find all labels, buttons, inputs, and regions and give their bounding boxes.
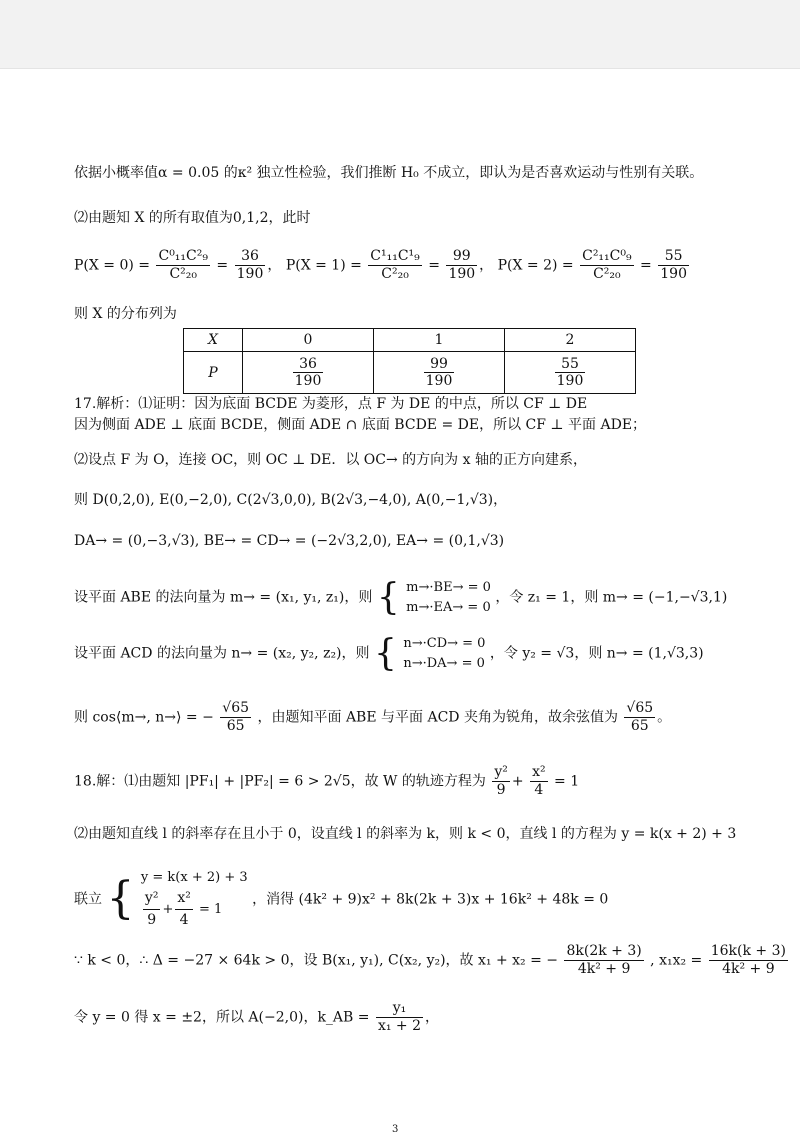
vieta-line: ∵ k < 0，∴ Δ = −27 × 64k > 0，设 B(x₁, y₁), C(x₂, y₂)，故 x₁ + x₂ = − $\frac{8k(2k + 3)}{\text{4k² + 9}}$ , x₁x₂ = $\frac{16k(k + 3)}{\text{4k² + 9}}$ <box>74 943 786 977</box>
table-row <box>184 329 636 352</box>
text-line: 则 X 的分布列为 <box>74 306 177 322</box>
text-line: DA→ = (0,−3,√3), BE→ = CD→ = (−2√3,2,0), EA→ = (0,1,√3) <box>74 533 505 549</box>
table-cell: $\frac{36}{190}$ <box>243 352 374 394</box>
fraction: $\frac{\text{C²₁₁C⁰₉}}{\text{C²₂₀}}$ <box>582 248 632 282</box>
page-number: 3 <box>392 1124 399 1135</box>
text-line: 因为侧面 ADE ⊥ 底面 BCDE，侧面 ADE ∩ 底面 BCDE = DE，所以 CF ⊥ 平面 ADE； <box>74 417 647 433</box>
distribution-table <box>183 328 636 394</box>
fraction: $\frac{99}{190}$ <box>448 248 476 282</box>
normal-vector-abe: 设平面 ABE 的法向量为 m→ = (x₁, y₁, z₁)，则 { m→·BE→ = 0 m→·EA→ = 0 ，令 z₁ = 1，则 m→ = (−1,−√3,1) <box>74 576 728 618</box>
text-line: ⑵设点 F 为 O，连接 OC，则 OC ⊥ DE．以 OC→ 的方向为 x 轴的正方向建系， <box>74 452 587 468</box>
simultaneous-equations: 联立 { y = k(x + 2) + 3 $\frac{\text{y²}}{9}$ + $\frac{\text{x²}}{4}$ = 1 ，消得 (4k² + 9)x² + 8k(2k + 3)x + 16k² + 48k = 0 <box>74 870 609 928</box>
probability-equations: P(X = 0) = $\frac{\text{C⁰₁₁C²₉}}{\text{C²₂₀}}$ = $\frac{36}{190}$ ， P(X = 1) = $\frac{\text{C¹₁₁C¹₉}}{\text{C²₂₀}}$ = $\frac{99}{190}$ ， P(X = 2) = $\frac{\text{C²₁₁C⁰₉}}{\text{C²₂₀}}$ = $\frac{55}{190}$ <box>74 248 687 282</box>
table-header-cell: X <box>184 329 243 352</box>
text-line: 则 D(0,2,0), E(0,−2,0), C(2√3,0,0), B(2√3,−4,0), A(0,−1,√3)， <box>74 492 508 508</box>
table-row <box>184 352 636 394</box>
table-header-cell: 2 <box>505 329 636 352</box>
table-header-cell: 1 <box>374 329 505 352</box>
text-line: 17.解析：⑴证明：因为底面 BCDE 为菱形，点 F 为 DE 的中点，所以 CF ⊥ DE <box>74 396 588 412</box>
fraction: $\frac{55}{190}$ <box>660 248 687 282</box>
eq-label: P(X = 1) = <box>285 257 362 274</box>
table-header-cell: 0 <box>243 329 374 352</box>
eq-label: P(X = 2) = <box>497 257 574 274</box>
table-cell: $\frac{55}{190}$ <box>505 352 636 394</box>
fraction: $\frac{\text{C¹₁₁C¹₉}}{\text{C²₂₀}}$ <box>370 248 420 282</box>
viewer-top-bar <box>0 0 800 69</box>
text-line: ⑵由题知 X 的所有取值为0,1,2，此时 <box>74 210 311 226</box>
text-line: 依据小概率值α = 0.05 的κ² 独立性检验，我们推断 H₀ 不成立，即认为是否喜欢运动与性别有关联。 <box>74 165 704 181</box>
normal-vector-acd: 设平面 ACD 的法向量为 n→ = (x₂, y₂, z₂)，则 { n→·CD→ = 0 n→·DA→ = 0 ，令 y₂ = √3，则 n→ = (1,√3,3) <box>74 632 704 674</box>
fraction: $\frac{\text{C⁰₁₁C²₉}}{\text{C²₂₀}}$ <box>158 248 208 282</box>
text-line: ⑵由题知直线 l 的斜率存在且小于 0，设直线 l 的斜率为 k，则 k < 0，直线 l 的方程为 y = k(x + 2) + 3 <box>74 826 737 842</box>
cosine-line: 则 cos⟨m→, n→⟩ = − $\frac{√65}{65}$ ，由题知平面 ABE 与平面 ACD 夹角为锐角，故余弦值为 $\frac{√65}{65}$ 。 <box>74 700 672 734</box>
eq-label: P(X = 0) = <box>74 257 151 274</box>
table-cell: $\frac{99}{190}$ <box>374 352 505 394</box>
slope-line: 令 y = 0 得 x = ±2，所以 A(−2,0)，k_AB = $\frac{\text{y₁}}{\text{x₁ + 2}}$ ， <box>74 1000 440 1034</box>
fraction: $\frac{36}{190}$ <box>236 248 264 282</box>
ellipse-equation-line: 18.解：⑴由题知 |PF₁| + |PF₂| = 6 > 2√5，故 W 的轨迹方程为 $\frac{\text{y²}}{9}$ + $\frac{\text{x²}}{4}$ = 1 <box>74 764 580 798</box>
table-row-label: P <box>184 352 243 394</box>
